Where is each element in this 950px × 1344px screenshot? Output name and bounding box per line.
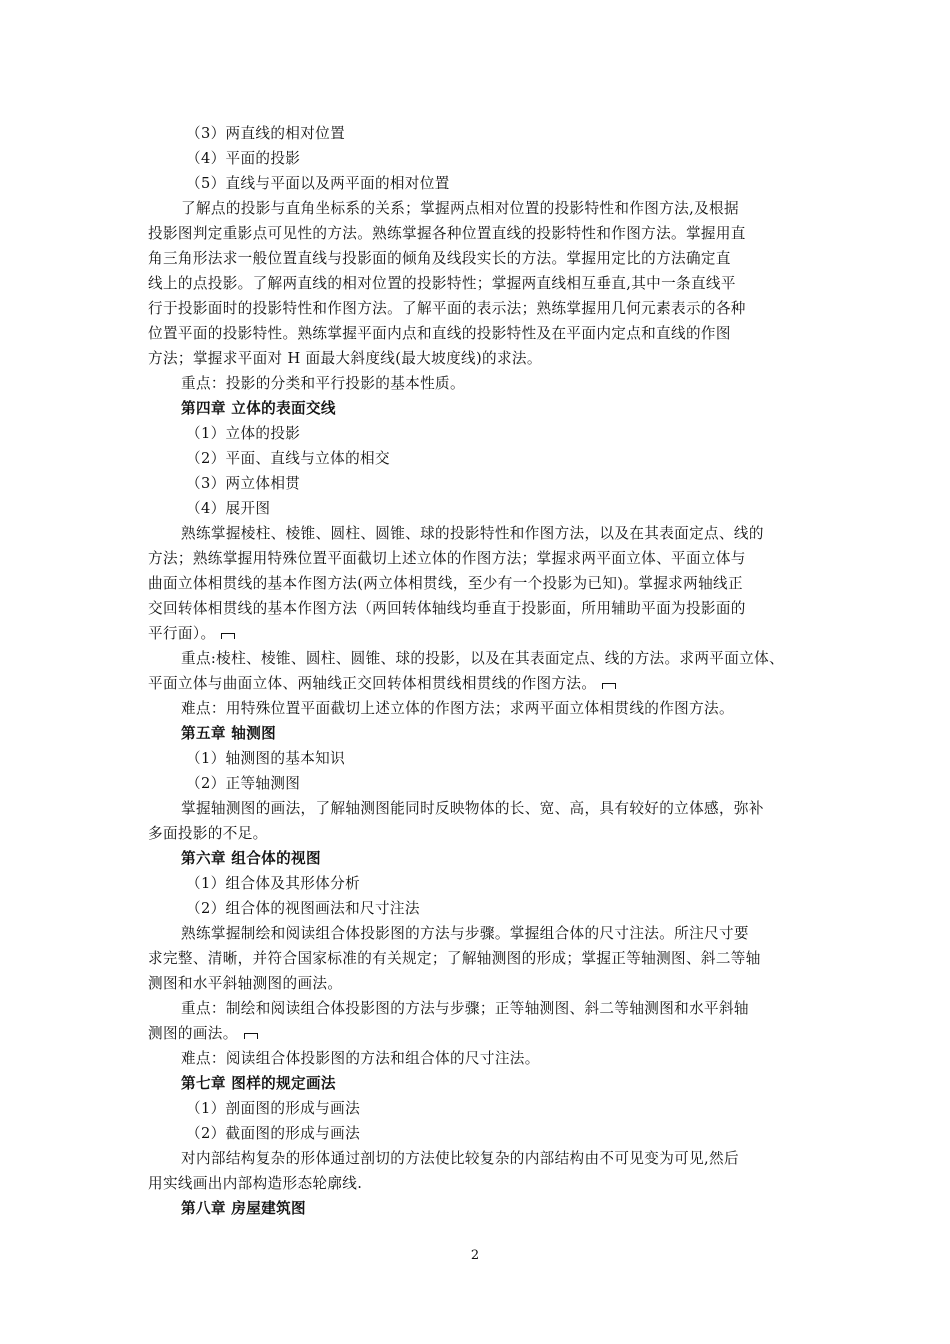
line-text: （4）展开图 [186,500,271,517]
list-item [148,1096,808,1121]
chapter-heading [148,721,808,746]
list-item [148,896,808,921]
line-text: （3）两直线的相对位置 [186,125,346,142]
paragraph-line [148,996,808,1021]
line-text: 平行面）。 [148,625,216,642]
paragraph-line [148,221,808,246]
line-text: 难点：阅读组合体投影图的方法和组合体的尺寸注法。 [181,1050,540,1067]
line-text: 线上的点投影。了解两直线的相对位置的投影特性；掌握两直线相互垂直,其中一条直线平 [148,275,736,292]
line-text: 行于投影面时的投影特性和作图方法。了解平面的表示法；熟练掌握用几何元素表示的各种 [148,300,746,317]
line-text: 方法；掌握求平面对 H 面最大斜度线(最大坡度线)的求法。 [148,350,542,367]
paragraph-line [148,571,808,596]
line-text: （2）正等轴测图 [186,775,301,792]
page-body [148,121,808,1221]
paragraph-mark-icon [244,1033,258,1039]
paragraph-line [148,271,808,296]
line-text: 曲面立体相贯线的基本作图方法(两立体相贯线，至少有一个投影为已知)。掌握求两轴线正 [148,575,743,592]
line-text: 交回转体相贯线的基本作图方法（两回转体轴线均垂直于投影面，所用辅助平面为投影面的 [148,600,746,617]
line-text: 熟练掌握棱柱、棱锥、圆柱、圆锥、球的投影特性和作图方法，以及在其表面定点、线的 [181,525,764,542]
line-text: 位置平面的投影特性。熟练掌握平面内点和直线的投影特性及在平面内定点和直线的作图 [148,325,731,342]
paragraph-line [148,296,808,321]
line-text: 重点：投影的分类和平行投影的基本性质。 [181,375,465,392]
line-text: 测图和水平斜轴测图的画法。 [148,975,343,992]
list-item [148,171,808,196]
line-text: 求完整、清晰，并符合国家标准的有关规定；了解轴测图的形成；掌握正等轴测图、斜二等轴 [148,950,761,967]
paragraph-line [148,796,808,821]
list-item [148,471,808,496]
page-number: 2 [470,1248,480,1263]
chapter-heading [148,1071,808,1096]
chapter-heading [148,396,808,421]
list-item [148,421,808,446]
line-text: 重点：制绘和阅读组合体投影图的方法与步骤；正等轴测图、斜二等轴测图和水平斜轴 [181,1000,749,1017]
line-text: 熟练掌握制绘和阅读组合体投影图的方法与步骤。掌握组合体的尺寸注法。所注尺寸要 [181,925,749,942]
paragraph-line [148,646,808,671]
paragraph-line [148,821,808,846]
line-text: 用实线画出内部构造形态轮廓线. [148,1175,363,1192]
list-item [148,146,808,171]
line-text: （2）组合体的视图画法和尺寸注法 [186,900,420,917]
chapter-heading [148,1196,808,1221]
paragraph-line [148,371,808,396]
line-text: （2）平面、直线与立体的相交 [186,450,390,467]
paragraph-line [148,1146,808,1171]
paragraph-line [148,696,808,721]
list-item [148,496,808,521]
line-text: （2）截面图的形成与画法 [186,1125,361,1142]
paragraph-line [148,1046,808,1071]
paragraph-line [148,671,808,696]
line-text: 多面投影的不足。 [148,825,268,842]
paragraph-line [148,596,808,621]
list-item [148,446,808,471]
chapter-heading [148,846,808,871]
paragraph-mark-icon [221,633,235,639]
line-text: （5）直线与平面以及两平面的相对位置 [186,175,450,192]
list-item [148,1121,808,1146]
paragraph-line [148,971,808,996]
line-text: 测图的画法。 [148,1025,238,1042]
line-text: （3）两立体相贯 [186,475,301,492]
line-text: （1）立体的投影 [186,425,301,442]
list-item [148,121,808,146]
line-text: 方法；熟练掌握用特殊位置平面截切上述立体的作图方法；掌握求两平面立体、平面立体与 [148,550,746,567]
paragraph-line [148,196,808,221]
paragraph-line [148,346,808,371]
line-text: 角三角形法求一般位置直线与投影面的倾角及线段实长的方法。掌握用定比的方法确定直 [148,250,731,267]
list-item [148,746,808,771]
paragraph-line [148,1021,808,1046]
line-text: 第八章 房屋建筑图 [181,1200,306,1217]
line-text: 投影图判定重影点可见性的方法。熟练掌握各种位置直线的投影特性和作图方法。掌握用直 [148,225,746,242]
paragraph-mark-icon [602,683,616,689]
line-text: （1）剖面图的形成与画法 [186,1100,361,1117]
list-item [148,771,808,796]
line-text: 平面立体与曲面立体、两轴线正交回转体相贯线相贯线的作图方法。 [148,675,597,692]
paragraph-line [148,546,808,571]
paragraph-line [148,621,808,646]
line-text: 第六章 组合体的视图 [181,850,321,867]
line-text: 了解点的投影与直角坐标系的关系；掌握两点相对位置的投影特性和作图方法,及根据 [181,200,739,217]
paragraph-line [148,921,808,946]
paragraph-line [148,246,808,271]
paragraph-line [148,521,808,546]
line-text: 掌握轴测图的画法，了解轴测图能同时反映物体的长、宽、高，具有较好的立体感，弥补 [181,800,764,817]
line-text: 难点：用特殊位置平面截切上述立体的作图方法；求两平面立体相贯线的作图方法。 [181,700,734,717]
line-text: （1）轴测图的基本知识 [186,750,346,767]
line-text: 重点:棱柱、棱锥、圆柱、圆锥、球的投影，以及在其表面定点、线的方法。求两平面立体、 [181,650,785,667]
line-text: 第四章 立体的表面交线 [181,400,336,417]
line-text: 对内部结构复杂的形体通过剖切的方法使比较复杂的内部结构由不可见变为可见,然后 [181,1150,739,1167]
list-item [148,871,808,896]
paragraph-line [148,946,808,971]
line-text: （1）组合体及其形体分析 [186,875,361,892]
line-text: 第五章 轴测图 [181,725,277,742]
paragraph-line [148,321,808,346]
paragraph-line [148,1171,808,1196]
line-text: 第七章 图样的规定画法 [181,1075,336,1092]
line-text: （4）平面的投影 [186,150,301,167]
